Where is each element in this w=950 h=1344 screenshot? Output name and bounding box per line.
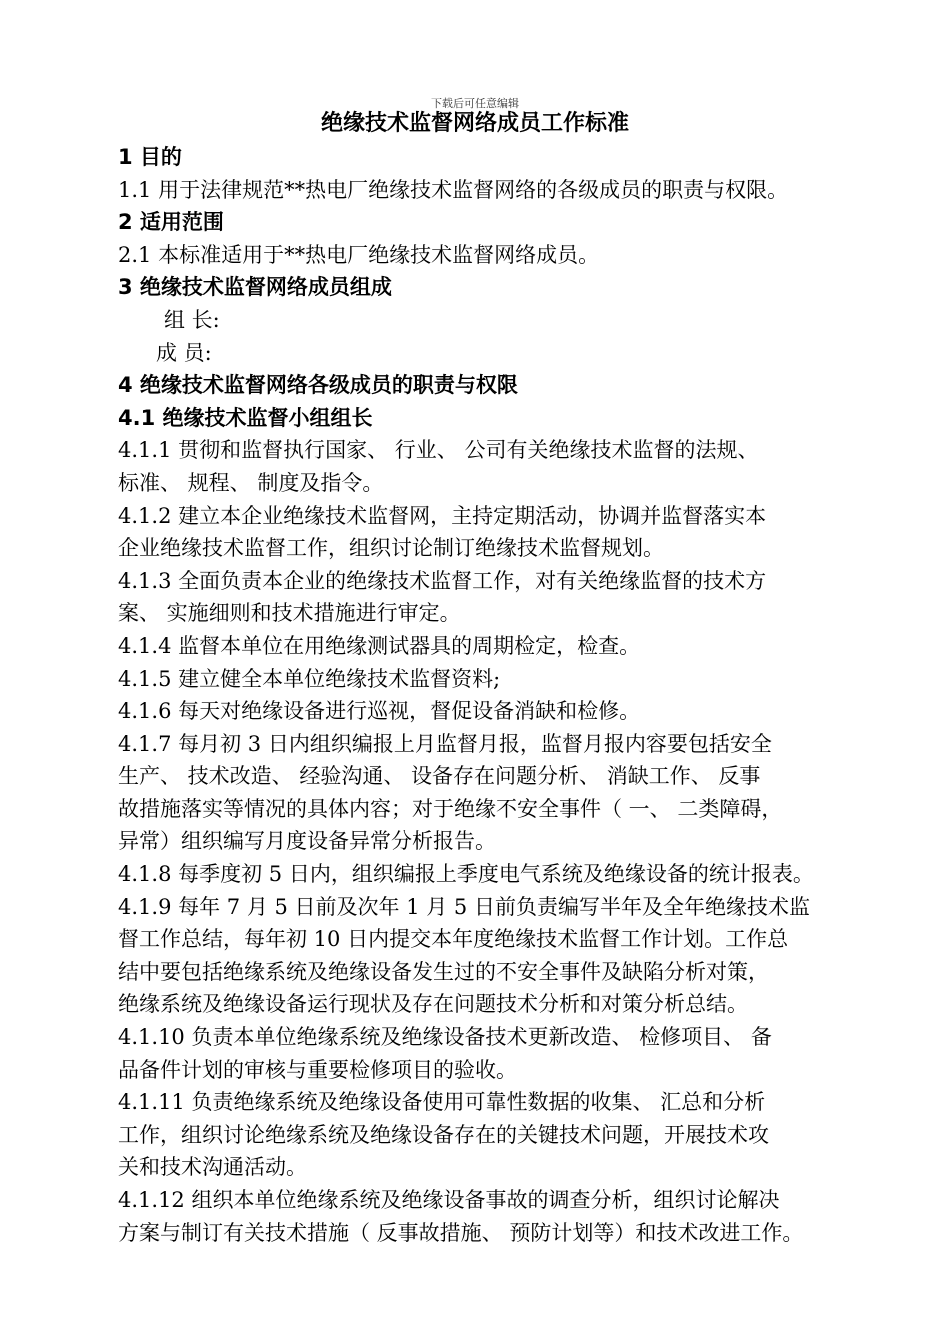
paragraph-line: 4.1.5 建立健全本单位绝缘技术监督资料; — [118, 666, 501, 691]
paragraph-line: 督工作总结，每年初 10 日内提交本年度绝缘技术监督工作计划。工作总 — [118, 927, 789, 952]
paragraph-line: 4.1.7 每月初 3 日内组织编报上月监督月报，监督月报内容要包括安全 — [118, 731, 772, 756]
paragraph-line: 案、 实施细则和技术措施进行审定。 — [118, 601, 461, 626]
paragraph-line: 4.1.6 每天对绝缘设备进行巡视，督促设备消缺和检修。 — [118, 699, 641, 724]
paragraph-line: 4.1.9 每年 7 月 5 日前及次年 1 月 5 日前负责编写半年及全年绝缘技术监 — [118, 894, 810, 919]
paragraph-line: 4.1.10 负责本单位绝缘系统及绝缘设备技术更新改造、 检修项目、 备 — [118, 1025, 772, 1050]
paragraph-line: 异常）组织编写月度设备异常分析报告。 — [118, 829, 496, 854]
paragraph-line: 2.1 本标准适用于**热电厂绝缘技术监督网络成员。 — [118, 242, 600, 267]
section-heading: 4.1 绝缘技术监督小组组长 — [118, 405, 373, 430]
section-heading: 3 绝缘技术监督网络成员组成 — [118, 275, 392, 300]
paragraph-line: 4.1.1 贯彻和监督执行国家、 行业、 公司有关绝缘技术监督的法规、 — [118, 438, 759, 463]
section-heading: 1 目的 — [118, 145, 182, 169]
paragraph-line: 4.1.4 监督本单位在用绝缘测试器具的周期检定，检查。 — [118, 633, 641, 658]
paragraph-line: 1.1 用于法律规范**热电厂绝缘技术监督网络的各级成员的职责与权限。 — [118, 177, 789, 202]
paragraph-line: 结中要包括绝缘系统及绝缘设备发生过的不安全事件及缺陷分析对策， — [118, 959, 769, 984]
document-body — [118, 141, 878, 1249]
paragraph-line: 组 长: — [164, 307, 220, 332]
paragraph-line: 成 员: — [156, 340, 212, 365]
section-heading: 4 绝缘技术监督网络各级成员的职责与权限 — [118, 373, 518, 398]
paragraph-line: 4.1.3 全面负责本企业的绝缘技术监督工作，对有关绝缘监督的技术方 — [118, 568, 767, 593]
paragraph-line: 绝缘系统及绝缘设备运行现状及存在问题技术分析和对策分析总结。 — [118, 992, 748, 1017]
paragraph-line: 标准、 规程、 制度及指令。 — [118, 470, 384, 495]
paragraph-line: 关和技术沟通活动。 — [118, 1155, 307, 1180]
paragraph-line: 品备件计划的审核与重要检修项目的验收。 — [118, 1057, 517, 1082]
paragraph-line: 4.1.11 负责绝缘系统及绝缘设备使用可靠性数据的收集、 汇总和分析 — [118, 1090, 766, 1115]
paragraph-line: 4.1.12 组织本单位绝缘系统及绝缘设备事故的调查分析，组织讨论解决 — [118, 1188, 780, 1212]
paragraph-line: 企业绝缘技术监督工作，组织讨论制订绝缘技术监督规划。 — [118, 536, 664, 561]
section-heading: 2 适用范围 — [118, 210, 224, 235]
document-title: 绝缘技术监督网络成员工作标准 — [320, 111, 629, 136]
paragraph-line: 生产、 技术改造、 经验沟通、 设备存在问题分析、 消缺工作、 反事 — [118, 764, 761, 789]
paragraph-line: 4.1.2 建立本企业绝缘技术监督网，主持定期活动，协调并监督落实本 — [118, 503, 767, 528]
paragraph-line: 工作，组织讨论绝缘系统及绝缘设备存在的关键技术问题，开展技术攻 — [118, 1122, 769, 1147]
paragraph-line: 故措施落实等情况的具体内容；对于绝缘不安全事件（ 一、 二类障碍， — [118, 796, 783, 821]
paragraph-line: 4.1.8 每季度初 5 日内，组织编报上季度电气系统及绝缘设备的统计报表。 — [118, 862, 814, 887]
paragraph-line: 方案与制订有关技术措施（ 反事故措施、 预防计划等）和技术改进工作。 — [118, 1220, 804, 1245]
watermark-text: 下载后可任意编辑 — [431, 97, 519, 110]
